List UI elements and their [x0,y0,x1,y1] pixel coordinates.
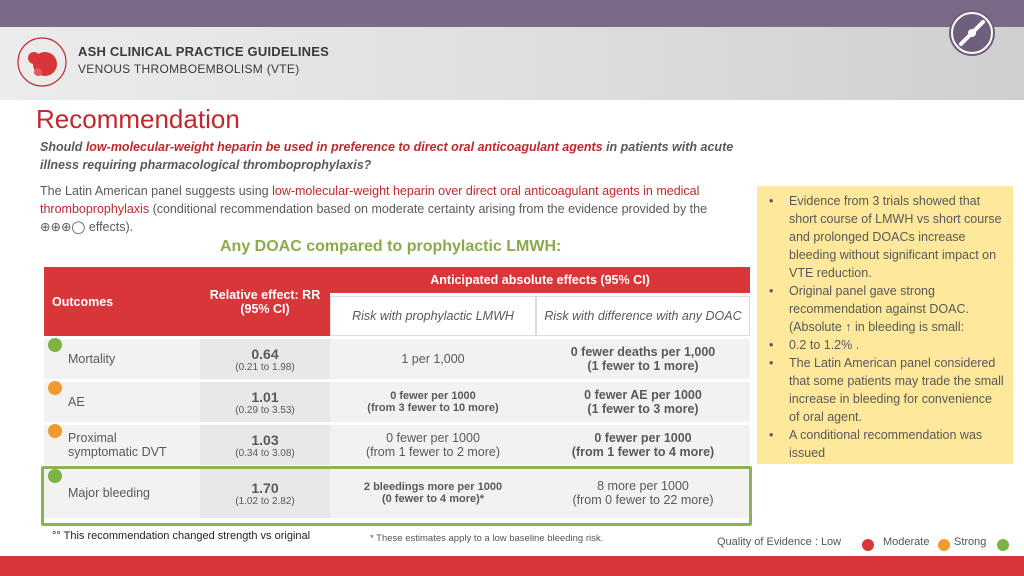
doac-line2: (from 1 fewer to 4 more) [571,445,715,459]
brand-title: ASH CLINICAL PRACTICE GUIDELINES [78,44,330,59]
lmwh-cell: 1 per 1,000 [330,339,536,379]
brand-subtitle: VENOUS THROMBOEMBOLISM (VTE) [78,62,300,76]
doac-line2: (from 0 fewer to 22 more) [572,493,714,507]
summary-item: • 0.2 to 1.2% . [769,336,1005,354]
doac-line1: 0 fewer per 1000 [594,431,692,445]
quality-dot-strong [48,338,62,352]
outcome-cell: Major bleeding [44,468,200,518]
lmwh-line1: 2 bleedings more per 1000 [363,481,503,493]
rr-ci: (1.02 to 2.82) [235,495,295,507]
outcome-cell: Mortality [44,339,200,379]
panel-suffix: (conditional recommendation based on moderate certainty arising from the evidence provided by the ⊕⊕⊕◯ effects). [40,202,708,234]
ash-society-logo [16,36,68,88]
doac-line1: 0 fewer AE per 1000 [584,388,702,402]
table-row [44,425,750,465]
lmwh-cell [330,382,536,422]
summary-item: • Original panel gave strong recommendation against DOAC. (Absolute ↑ in bleeding is small: [769,282,1005,336]
lmwh-cell [330,425,536,465]
header-anticipated: Anticipated absolute effects (95% CI) [330,267,750,293]
legend-dot-strong [997,539,1009,551]
outcome-line1: Proximal [68,431,117,445]
panel-prefix: The Latin American panel suggests using [40,184,273,198]
lmwh-line1: 0 fewer per 1000 [386,431,480,445]
header-relative-effect: Relative effect: RR (95% CI) [200,267,330,336]
footnote-estimates: * These estimates apply to a low baseline bleeding risk. [370,533,604,544]
header-risk-lmwh: Risk with prophylactic LMWH [330,296,536,336]
lmwh-line2: (from 1 fewer to 2 more) [365,445,501,459]
table-row [44,382,750,422]
rr-ci: (0.34 to 3.08) [235,447,295,459]
doac-cell [536,339,750,379]
rr-cell [200,425,330,465]
quality-dot-moderate [48,424,62,438]
legend-dot-low [862,539,874,551]
doac-cell [536,425,750,465]
table-row [44,339,750,379]
summary-item: • Evidence from 3 trials showed that short course of LMWH vs short course and prolonged DOACs increase bleeding without significant impact on VTE reduction. [769,192,1005,282]
vein-icon [949,10,995,56]
major-bleeding-highlight [41,466,752,526]
doac-line2: (1 fewer to 1 more) [587,359,699,373]
question-suffix: in patients with acute illness requiring pharmacological thromboprophylaxis? [40,140,734,172]
rr-cell [200,382,330,422]
outcome-cell [44,425,200,465]
rr-cell [200,339,330,379]
outcome-line2: symptomatic DVT [68,445,167,459]
doac-line1: 8 more per 1000 [597,479,689,493]
lmwh-line2: (0 fewer to 4 more)* [381,493,485,505]
doac-line1: 0 fewer deaths per 1,000 [570,345,716,359]
header-outcomes: Outcomes [44,267,200,336]
panel-highlight: low-molecular-weight heparin over direct oral anticoagulant agents in medical thromboprophylaxis [40,184,700,216]
rr-value: 1.70 [251,479,279,496]
summary-item: • A conditional recommendation was issued [769,426,1005,462]
rr-value: 0.64 [251,345,279,362]
panel-recommendation [40,182,742,236]
lmwh-line2: (from 3 fewer to 10 more) [367,402,499,414]
evidence-summary-box [757,186,1013,464]
footnote-changed: °° This recommendation changed strength vs original [52,530,311,542]
rr-ci: (0.21 to 1.98) [235,361,295,373]
page-title: Recommendation [36,104,240,134]
rr-value: 1.01 [251,388,279,405]
clinical-question [40,138,740,174]
lmwh-line1: 0 fewer per 1000 [390,390,476,402]
legend-label: Quality of Evidence : Low [717,536,842,548]
quality-dot-moderate [48,381,62,395]
summary-item: • The Latin American panel considered that some patients may trade the small increase in bleeding for convenience of oral agent. [769,354,1005,426]
legend-moderate: Moderate [883,536,930,548]
question-highlight: low-molecular-weight heparin be used in preference to direct oral anticoagulant agents [85,140,603,154]
doac-cell [536,382,750,422]
top-bar [0,0,1024,27]
rr-ci: (0.29 to 3.53) [235,404,295,416]
question-prefix: Should [40,140,86,154]
doac-line2: (1 fewer to 3 more) [587,402,699,416]
legend-dot-moderate [938,539,950,551]
rr-value: 1.03 [251,431,279,448]
outcome-cell: AE [44,382,200,422]
bottom-bar [0,556,1024,576]
legend-strong: Strong [954,536,987,548]
table-subtitle: Any DOAC compared to prophylactic LMWH: [220,238,562,255]
header-risk-doac: Risk with difference with any DOAC [536,296,750,336]
